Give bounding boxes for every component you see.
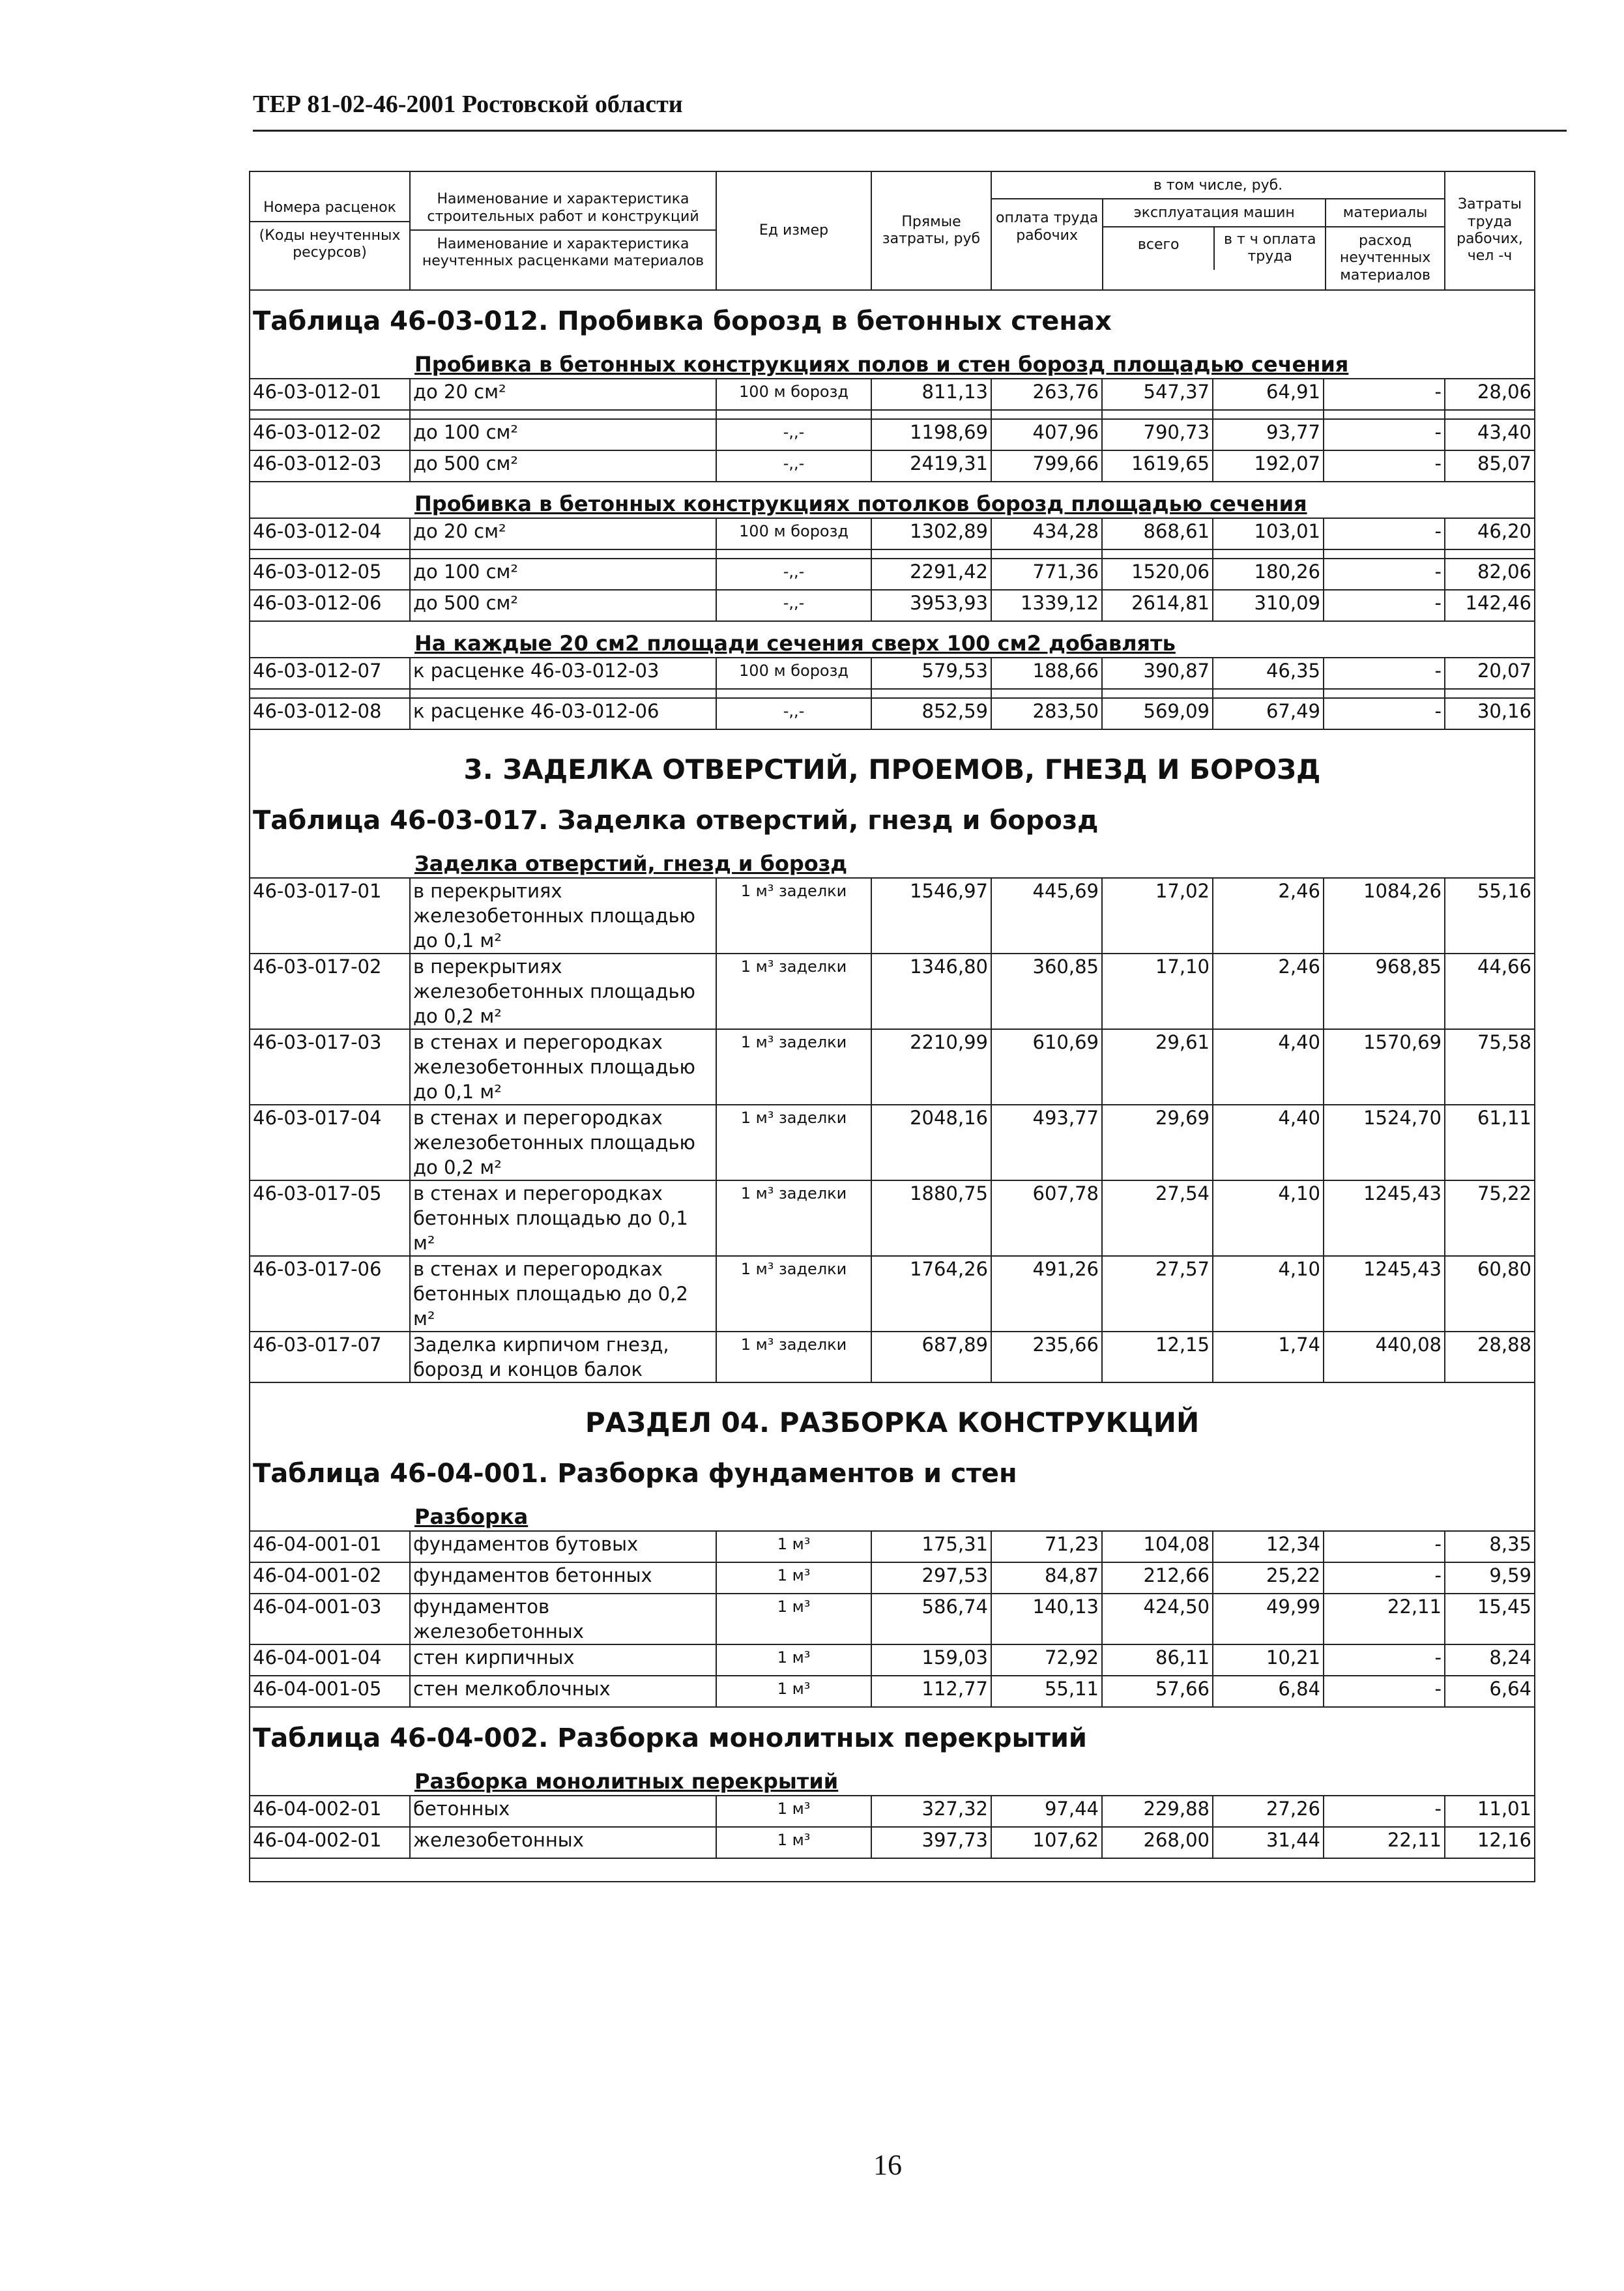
direct-cost: 2048,16 xyxy=(871,1105,991,1180)
work-name: Заделка кирпичом гнезд, борозд и концов балок xyxy=(410,1332,716,1382)
material-cost: - xyxy=(1324,1644,1445,1676)
unit-cell: 1 м³ xyxy=(716,1796,871,1827)
work-name: в стенах и перегородках бетонных площадью до 0,2 м² xyxy=(410,1256,716,1332)
machine-labor-cost: 180,26 xyxy=(1213,559,1324,590)
table-title-row xyxy=(250,1707,1535,1760)
table-row xyxy=(250,518,1535,549)
labor-hours: 142,46 xyxy=(1445,590,1535,621)
labor-hours: 28,06 xyxy=(1445,379,1535,410)
work-name: стен кирпичных xyxy=(410,1644,716,1676)
table-end xyxy=(250,1858,1535,1882)
rate-code: 46-03-012-01 xyxy=(250,379,410,410)
labor-cost: 55,11 xyxy=(991,1676,1102,1707)
machine-labor-cost: 4,10 xyxy=(1213,1180,1324,1256)
table-row xyxy=(250,658,1535,689)
table-row xyxy=(250,1531,1535,1562)
material-cost: 1084,26 xyxy=(1324,878,1445,954)
machine-cost: 390,87 xyxy=(1102,658,1213,689)
machine-labor-cost: 6,84 xyxy=(1213,1676,1324,1707)
table-title-row xyxy=(250,1443,1535,1495)
page-header: ТЕР 81-02-46-2001 Ростовской области xyxy=(253,91,683,118)
spacer-row xyxy=(250,689,1535,698)
table-row xyxy=(250,1256,1535,1332)
rate-code: 46-03-012-03 xyxy=(250,450,410,482)
table-row xyxy=(250,878,1535,954)
table-row xyxy=(250,1594,1535,1644)
th-code-top: Номера расценок xyxy=(250,194,409,222)
material-cost: 1570,69 xyxy=(1324,1029,1445,1105)
machine-labor-cost: 2,46 xyxy=(1213,954,1324,1029)
subsection-heading: Разборка xyxy=(414,1504,529,1529)
labor-cost: 107,62 xyxy=(991,1827,1102,1858)
rate-code: 46-03-012-02 xyxy=(250,419,410,450)
th-code-bottom: (Коды неучтенных ресурсов) xyxy=(259,227,401,261)
labor-cost: 360,85 xyxy=(991,954,1102,1029)
rate-code: 46-03-017-03 xyxy=(250,1029,410,1105)
labor-cost: 607,78 xyxy=(991,1180,1102,1256)
table-row xyxy=(250,1029,1535,1105)
work-name: до 100 см² xyxy=(410,419,716,450)
unit-cell: -,,- xyxy=(716,590,871,621)
direct-cost: 811,13 xyxy=(871,379,991,410)
labor-hours: 44,66 xyxy=(1445,954,1535,1029)
subsection-heading: Заделка отверстий, гнезд и борозд xyxy=(414,851,848,876)
unit-cell: -,,- xyxy=(716,559,871,590)
machine-labor-cost: 25,22 xyxy=(1213,1562,1324,1594)
machine-cost: 86,11 xyxy=(1102,1644,1213,1676)
machine-cost: 212,66 xyxy=(1102,1562,1213,1594)
labor-cost: 263,76 xyxy=(991,379,1102,410)
labor-hours: 75,58 xyxy=(1445,1029,1535,1105)
material-cost: - xyxy=(1324,698,1445,729)
work-name: в стенах и перегородках бетонных площадью до 0,1 м² xyxy=(410,1180,716,1256)
work-name: фундаментов бутовых xyxy=(410,1531,716,1562)
unit-cell: 100 м борозд xyxy=(716,658,871,689)
labor-hours: 8,35 xyxy=(1445,1531,1535,1562)
labor-hours: 9,59 xyxy=(1445,1562,1535,1594)
machine-cost: 27,57 xyxy=(1102,1256,1213,1332)
table-title-row xyxy=(250,290,1535,343)
direct-cost: 687,89 xyxy=(871,1332,991,1382)
machine-cost: 1619,65 xyxy=(1102,450,1213,482)
unit-cell: 100 м борозд xyxy=(716,518,871,549)
labor-hours: 82,06 xyxy=(1445,559,1535,590)
work-name: фундаментов бетонных xyxy=(410,1562,716,1594)
labor-cost: 72,92 xyxy=(991,1644,1102,1676)
unit-cell: 1 м³ заделки xyxy=(716,954,871,1029)
table-row xyxy=(250,1332,1535,1382)
labor-cost: 491,26 xyxy=(991,1256,1102,1332)
machine-cost: 868,61 xyxy=(1102,518,1213,549)
work-name: до 500 см² xyxy=(410,450,716,482)
rate-code: 46-03-012-06 xyxy=(250,590,410,621)
direct-cost: 1546,97 xyxy=(871,878,991,954)
direct-cost: 2210,99 xyxy=(871,1029,991,1105)
page-number: 16 xyxy=(873,2149,902,2181)
labor-hours: 85,07 xyxy=(1445,450,1535,482)
table-row xyxy=(250,698,1535,729)
machine-labor-cost: 103,01 xyxy=(1213,518,1324,549)
labor-cost: 771,36 xyxy=(991,559,1102,590)
work-name: железобетонных xyxy=(410,1827,716,1858)
unit-cell: 100 м борозд xyxy=(716,379,871,410)
unit-cell: 1 м³ заделки xyxy=(716,1029,871,1105)
table-row xyxy=(250,1827,1535,1858)
th-including: в том числе, руб. xyxy=(992,172,1444,199)
unit-cell: 1 м³ заделки xyxy=(716,1256,871,1332)
work-name: в перекрытиях железобетонных площадью до 0,2 м² xyxy=(410,954,716,1029)
labor-cost: 445,69 xyxy=(991,878,1102,954)
work-name: до 20 см² xyxy=(410,379,716,410)
material-cost: 1524,70 xyxy=(1324,1105,1445,1180)
labor-hours: 28,88 xyxy=(1445,1332,1535,1382)
subsection-heading-row xyxy=(250,1495,1535,1531)
th-materials: материалы xyxy=(1326,199,1444,227)
machine-labor-cost: 12,34 xyxy=(1213,1531,1324,1562)
section-heading: 3. ЗАДЕЛКА ОТВЕРСТИЙ, ПРОЕМОВ, ГНЕЗД И БОРОЗД xyxy=(463,753,1321,785)
unit-cell: 1 м³ xyxy=(716,1827,871,1858)
machine-cost: 424,50 xyxy=(1102,1594,1213,1644)
header-rule xyxy=(253,130,1567,132)
labor-cost: 283,50 xyxy=(991,698,1102,729)
direct-cost: 2291,42 xyxy=(871,559,991,590)
subsection-heading-row xyxy=(250,343,1535,379)
labor-hours: 46,20 xyxy=(1445,518,1535,549)
work-name: в стенах и перегородках железобетонных площадью до 0,2 м² xyxy=(410,1105,716,1180)
th-name-top: Наименование и характеристика строительных работ и конструкций xyxy=(411,186,716,231)
th-total: всего xyxy=(1103,227,1215,270)
th-hours: Затраты труда рабочих, чел -ч xyxy=(1445,171,1535,290)
rate-code: 46-04-002-01 xyxy=(250,1796,410,1827)
labor-hours: 75,22 xyxy=(1445,1180,1535,1256)
unit-cell: 1 м³ xyxy=(716,1531,871,1562)
labor-cost: 97,44 xyxy=(991,1796,1102,1827)
material-cost: - xyxy=(1324,590,1445,621)
table-row xyxy=(250,1644,1535,1676)
th-including-group xyxy=(991,171,1445,290)
labor-cost: 84,87 xyxy=(991,1562,1102,1594)
table-row xyxy=(250,1562,1535,1594)
machine-labor-cost: 2,46 xyxy=(1213,878,1324,954)
table-title: Таблица 46-03-012. Пробивка борозд в бетонных стенах xyxy=(253,306,1112,336)
rate-code: 46-03-012-07 xyxy=(250,658,410,689)
material-cost: 968,85 xyxy=(1324,954,1445,1029)
subsection-heading-row xyxy=(250,1760,1535,1796)
material-cost: - xyxy=(1324,1562,1445,1594)
subsection-heading: Пробивка в бетонных конструкциях полов и стен борозд площадью сечения xyxy=(414,351,1349,377)
machine-cost: 29,69 xyxy=(1102,1105,1213,1180)
section-heading: РАЗДЕЛ 04. РАЗБОРКА КОНСТРУКЦИЙ xyxy=(585,1406,1200,1438)
rate-code: 46-03-017-05 xyxy=(250,1180,410,1256)
unit-cell: 1 м³ xyxy=(716,1562,871,1594)
subsection-heading: Пробивка в бетонных конструкциях потолков борозд площадью сечения xyxy=(414,491,1307,516)
material-cost: 1245,43 xyxy=(1324,1180,1445,1256)
machine-labor-cost: 46,35 xyxy=(1213,658,1324,689)
unit-cell: 1 м³ заделки xyxy=(716,878,871,954)
table-row xyxy=(250,954,1535,1029)
labor-cost: 71,23 xyxy=(991,1531,1102,1562)
subsection-heading-row xyxy=(250,621,1535,658)
table-row xyxy=(250,1180,1535,1256)
labor-cost: 434,28 xyxy=(991,518,1102,549)
rates-table xyxy=(249,171,1535,1882)
table-row xyxy=(250,590,1535,621)
machine-labor-cost: 310,09 xyxy=(1213,590,1324,621)
machine-cost: 569,09 xyxy=(1102,698,1213,729)
machine-labor-cost: 67,49 xyxy=(1213,698,1324,729)
direct-cost: 2419,31 xyxy=(871,450,991,482)
material-cost: - xyxy=(1324,518,1445,549)
labor-hours: 12,16 xyxy=(1445,1827,1535,1858)
spacer-row xyxy=(250,410,1535,419)
th-unit: Ед измер xyxy=(716,171,871,290)
rate-code: 46-03-017-07 xyxy=(250,1332,410,1382)
unit-cell: 1 м³ xyxy=(716,1594,871,1644)
machine-labor-cost: 93,77 xyxy=(1213,419,1324,450)
table-row xyxy=(250,379,1535,410)
machine-cost: 17,02 xyxy=(1102,878,1213,954)
machine-cost: 104,08 xyxy=(1102,1531,1213,1562)
work-name: до 20 см² xyxy=(410,518,716,549)
material-cost: - xyxy=(1324,559,1445,590)
unit-cell: 1 м³ заделки xyxy=(716,1332,871,1382)
machine-labor-cost: 31,44 xyxy=(1213,1827,1324,1858)
th-unaccounted: расход неучтенных материалов xyxy=(1339,232,1431,284)
subsection-heading-row xyxy=(250,842,1535,878)
labor-cost: 1339,12 xyxy=(991,590,1102,621)
direct-cost: 3953,93 xyxy=(871,590,991,621)
th-direct: Прямые затраты, руб xyxy=(871,171,991,290)
table-row xyxy=(250,450,1535,482)
direct-cost: 297,53 xyxy=(871,1562,991,1594)
subsection-heading-row xyxy=(250,482,1535,518)
direct-cost: 1346,80 xyxy=(871,954,991,1029)
rate-code: 46-03-017-02 xyxy=(250,954,410,1029)
unit-cell: 1 м³ заделки xyxy=(716,1180,871,1256)
machine-cost: 57,66 xyxy=(1102,1676,1213,1707)
work-name: бетонных xyxy=(410,1796,716,1827)
material-cost: 22,11 xyxy=(1324,1594,1445,1644)
work-name: стен мелкоблочных xyxy=(410,1676,716,1707)
labor-hours: 15,45 xyxy=(1445,1594,1535,1644)
machine-cost: 229,88 xyxy=(1102,1796,1213,1827)
machine-cost: 27,54 xyxy=(1102,1180,1213,1256)
work-name: к расценке 46-03-012-03 xyxy=(410,658,716,689)
rate-code: 46-03-017-06 xyxy=(250,1256,410,1332)
table-row xyxy=(250,1796,1535,1827)
material-cost: - xyxy=(1324,658,1445,689)
labor-cost: 235,66 xyxy=(991,1332,1102,1382)
work-name: к расценке 46-03-012-06 xyxy=(410,698,716,729)
labor-hours: 43,40 xyxy=(1445,419,1535,450)
machine-labor-cost: 4,40 xyxy=(1213,1105,1324,1180)
section-heading-row xyxy=(250,729,1535,790)
labor-cost: 188,66 xyxy=(991,658,1102,689)
direct-cost: 327,32 xyxy=(871,1796,991,1827)
machine-cost: 1520,06 xyxy=(1102,559,1213,590)
direct-cost: 1198,69 xyxy=(871,419,991,450)
labor-cost: 493,77 xyxy=(991,1105,1102,1180)
spacer-row xyxy=(250,549,1535,559)
rate-code: 46-04-001-04 xyxy=(250,1644,410,1676)
rate-code: 46-03-017-04 xyxy=(250,1105,410,1180)
machine-labor-cost: 4,10 xyxy=(1213,1256,1324,1332)
work-name: в перекрытиях железобетонных площадью до 0,1 м² xyxy=(410,878,716,954)
machine-cost: 2614,81 xyxy=(1102,590,1213,621)
rate-code: 46-04-001-02 xyxy=(250,1562,410,1594)
work-name: в стенах и перегородках железобетонных площадью до 0,1 м² xyxy=(410,1029,716,1105)
th-labor: оплата труда рабочих xyxy=(992,199,1103,289)
labor-hours: 60,80 xyxy=(1445,1256,1535,1332)
rate-code: 46-04-001-05 xyxy=(250,1676,410,1707)
material-cost: 440,08 xyxy=(1324,1332,1445,1382)
th-name xyxy=(410,171,716,290)
subsection-heading: На каждые 20 см2 площади сечения сверх 100 см2 добавлять xyxy=(414,630,1176,656)
machine-labor-cost: 1,74 xyxy=(1213,1332,1324,1382)
unit-cell: 1 м³ xyxy=(716,1644,871,1676)
labor-hours: 20,07 xyxy=(1445,658,1535,689)
table-row xyxy=(250,419,1535,450)
material-cost: - xyxy=(1324,379,1445,410)
material-cost: 22,11 xyxy=(1324,1827,1445,1858)
labor-hours: 61,11 xyxy=(1445,1105,1535,1180)
table-header xyxy=(250,171,1535,290)
rate-code: 46-03-012-04 xyxy=(250,518,410,549)
material-cost: - xyxy=(1324,1796,1445,1827)
labor-hours: 11,01 xyxy=(1445,1796,1535,1827)
unit-cell: 1 м³ заделки xyxy=(716,1105,871,1180)
direct-cost: 1880,75 xyxy=(871,1180,991,1256)
section-heading-row xyxy=(250,1382,1535,1443)
table-title: Таблица 46-04-002. Разборка монолитных перекрытий xyxy=(253,1723,1087,1753)
labor-cost: 799,66 xyxy=(991,450,1102,482)
work-name: до 500 см² xyxy=(410,590,716,621)
work-name: фундаментов железобетонных xyxy=(410,1594,716,1644)
direct-cost: 159,03 xyxy=(871,1644,991,1676)
th-name-bottom: Наименование и характеристика неучтенных расценками материалов xyxy=(422,235,704,270)
machine-labor-cost: 64,91 xyxy=(1213,379,1324,410)
machine-labor-cost: 27,26 xyxy=(1213,1796,1324,1827)
labor-hours: 30,16 xyxy=(1445,698,1535,729)
table-title: Таблица 46-03-017. Заделка отверстий, гнезд и борозд xyxy=(253,805,1099,836)
machine-cost: 12,15 xyxy=(1102,1332,1213,1382)
machine-cost: 547,37 xyxy=(1102,379,1213,410)
machine-labor-cost: 49,99 xyxy=(1213,1594,1324,1644)
material-cost: - xyxy=(1324,419,1445,450)
labor-hours: 8,24 xyxy=(1445,1644,1535,1676)
machine-cost: 790,73 xyxy=(1102,419,1213,450)
machine-cost: 17,10 xyxy=(1102,954,1213,1029)
table-title-row xyxy=(250,790,1535,842)
machine-labor-cost: 192,07 xyxy=(1213,450,1324,482)
material-cost: 1245,43 xyxy=(1324,1256,1445,1332)
labor-cost: 610,69 xyxy=(991,1029,1102,1105)
rate-code: 46-04-001-03 xyxy=(250,1594,410,1644)
direct-cost: 586,74 xyxy=(871,1594,991,1644)
subsection-heading: Разборка монолитных перекрытий xyxy=(414,1768,839,1794)
table-row xyxy=(250,559,1535,590)
rate-code: 46-04-002-01 xyxy=(250,1827,410,1858)
table-row xyxy=(250,1676,1535,1707)
direct-cost: 397,73 xyxy=(871,1827,991,1858)
th-code xyxy=(250,171,410,290)
machine-labor-cost: 4,40 xyxy=(1213,1029,1324,1105)
direct-cost: 1764,26 xyxy=(871,1256,991,1332)
material-cost: - xyxy=(1324,1531,1445,1562)
th-machines: эксплуатация машин xyxy=(1103,199,1325,227)
rate-code: 46-03-012-05 xyxy=(250,559,410,590)
th-incl-labor: в т ч оплата труда xyxy=(1223,231,1316,265)
unit-cell: -,,- xyxy=(716,698,871,729)
machine-cost: 268,00 xyxy=(1102,1827,1213,1858)
table-row xyxy=(250,1105,1535,1180)
unit-cell: -,,- xyxy=(716,450,871,482)
labor-cost: 140,13 xyxy=(991,1594,1102,1644)
direct-cost: 579,53 xyxy=(871,658,991,689)
rate-code: 46-03-012-08 xyxy=(250,698,410,729)
direct-cost: 852,59 xyxy=(871,698,991,729)
rate-code: 46-03-017-01 xyxy=(250,878,410,954)
labor-hours: 55,16 xyxy=(1445,878,1535,954)
unit-cell: -,,- xyxy=(716,419,871,450)
material-cost: - xyxy=(1324,450,1445,482)
labor-hours: 6,64 xyxy=(1445,1676,1535,1707)
rate-code: 46-04-001-01 xyxy=(250,1531,410,1562)
direct-cost: 112,77 xyxy=(871,1676,991,1707)
unit-cell: 1 м³ xyxy=(716,1676,871,1707)
machine-labor-cost: 10,21 xyxy=(1213,1644,1324,1676)
labor-cost: 407,96 xyxy=(991,419,1102,450)
direct-cost: 1302,89 xyxy=(871,518,991,549)
machine-cost: 29,61 xyxy=(1102,1029,1213,1105)
table-title: Таблица 46-04-001. Разборка фундаментов и стен xyxy=(253,1458,1017,1489)
work-name: до 100 см² xyxy=(410,559,716,590)
material-cost: - xyxy=(1324,1676,1445,1707)
direct-cost: 175,31 xyxy=(871,1531,991,1562)
